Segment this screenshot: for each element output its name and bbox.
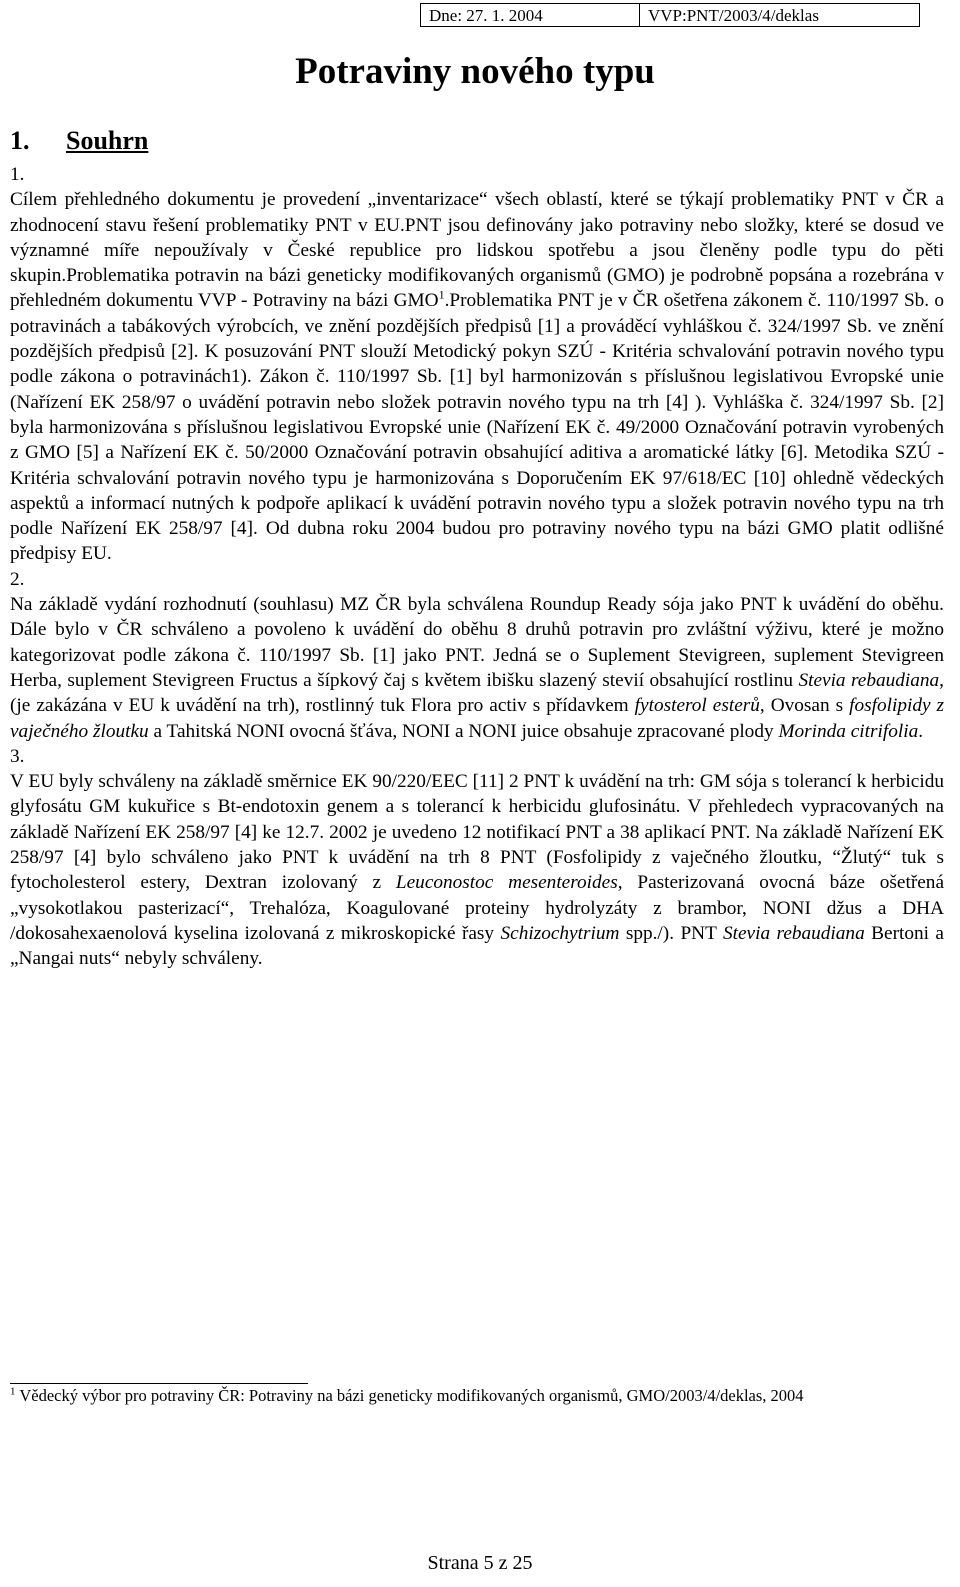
document-reference: VVP:PNT/2003/4/deklas <box>648 6 819 25</box>
footnote <box>10 1384 910 1408</box>
italic-text: fosfolipidy z vaječného žloutku <box>10 695 945 742</box>
paragraph-text: Bertoni a „Nangai nuts“ nebyly schváleny. <box>10 922 944 970</box>
footnote-text: Vědecký výbor pro potraviny ČR: Potraviny na bázi geneticky modifikovaných organismů, GMO/2003/4/deklas, 2004 <box>19 1386 804 1405</box>
paragraph-text: , Pasterizovaná ovocná báze ošetřená „vysokotlakou pasterizací“, Trehalóza, Koagulované proteiny hydrolyzáty z brambor, NONI džus a DHA /dokosahexaenolová kyselina izolovaná z mikroskopické řasy <box>10 872 945 944</box>
page-label: Strana <box>427 1552 479 1574</box>
point-number: 3. <box>10 745 25 767</box>
page-total: 25 <box>512 1552 533 1574</box>
paragraph-text: a Tahitská NONI ovocná šťáva, NONI a NONI juice obsahuje zpracované plody <box>148 720 779 742</box>
italic-text: Leuconostoc mesenteroides <box>395 872 618 894</box>
paragraph-text: . <box>918 720 924 742</box>
document-date: Dne: 27. 1. 2004 <box>421 4 640 26</box>
footnote-marker: 1 <box>10 1385 16 1398</box>
paragraph-text: Problematika PNT je v ČR ošetřena zákonem č. 110/1997 Sb. o potravinách a tabákových výrobcích, ve znění pozdějších předpisů [1] a prováděcí vyhláškou č. 324/1997 Sb. ve znění pozdějších předpisů [2]. K posuzování PNT slouží Metodický pokyn SZÚ - Kritéria schvalování potravin nového typu podle zákona o potravinách1). Zákon č. 110/1997 Sb. [1] byl harmonizován s příslušnou legislativou Evropské unie (Nařízení EK 258/97 o uvádění potravin nebo složek potravin nového typu na trh [4] ). Vyhláška č. 324/1997 Sb. [2] byla harmonizována s příslušnou legislativou Evropské unie (Nařízení EK č. 49/2000 Označování potravin vyrobených z GMO [5] a Nařízení EK č. 50/2000 Označování potravin obsahující aditiva a aromatické látky [6]. Metodika SZÚ - Kritéria schvalování potravin nového typu je harmonizována s Doporučením EK 97/618/EC [10] ohledně vědeckých aspektů a informací nutných k podpoře aplikací k uvádění potravin nového typu a složek potravin nového typu na trh podle Nařízení EK 258/97 [4]. Od dubna roku 2004 budou pro potraviny nového typu na bázi GMO platit odlišné předpisy EU. <box>10 290 944 565</box>
footnote-reference: 1 <box>438 288 445 303</box>
paragraph-text: , (je zakázána v EU k uvádění na trh), rostlinný tuk Flora pro activ s přídavkem <box>10 669 944 717</box>
page-separator: z <box>498 1552 508 1574</box>
paragraph-text: PNT jsou definovány jako potraviny nebo složky, které se dosud ve významné míře nepoužívaly v České republice pro lidskou spotřebu a jsou členěny podle typu do pěti skupin. <box>10 214 944 287</box>
paragraph-text: , Ovosan s <box>759 695 850 717</box>
point-paragraph <box>10 187 944 566</box>
italic-text: Morinda citrifolia <box>778 720 919 742</box>
paragraph-text: spp./). PNT <box>619 922 723 944</box>
document-header <box>420 3 920 27</box>
italic-text: Stevia rebaudiana <box>722 922 865 944</box>
point-number: 2. <box>10 568 25 590</box>
paragraph-text: Cílem přehledného dokumentu je provedení „inventarizace“ všech oblastí, které se týkají problematiky PNT v ČR a zhodnocení stavu řešení problematiky PNT v EU. <box>10 189 944 236</box>
point-paragraph <box>10 592 944 744</box>
italic-text: Stevia rebaudiana <box>798 669 940 691</box>
italic-text: Schizochytrium <box>500 922 620 944</box>
page-current: 5 <box>483 1552 494 1574</box>
point-number: 1. <box>10 164 25 185</box>
section-number: 1. <box>10 126 30 155</box>
paragraph-text: Problematika potravin na bázi geneticky modifikovaných organismů (GMO) je podrobně popsána a rozebrána v přehledném dokumentu VVP - Potraviny na bázi GMO <box>10 265 944 312</box>
paragraph-text: Na základě vydání rozhodnutí (souhlasu) MZ ČR byla schválena Roundup Ready sója jako PNT k uvádění do oběhu. Dále bylo v ČR schváleno a povoleno k uvádění do oběhu 8 druhů potravin pro zvláštní výživu, které je možno kategorizovat podle zákona č. 110/1997 Sb. [1] jako PNT. Jedná se o Suplement Stevigreen, suplement Stevigreen Herba, suplement Stevigreen Fructus a šípkový čaj s květem ibišku slazený stevií obsahující rostlinu <box>10 594 944 691</box>
paragraph-text: V EU byly schváleny na základě směrnice EK 90/220/EEC [11] 2 PNT k uvádění na trh: GM sója s tolerancí k herbicidu glyfosátu GM kukuřice s Bt-endotoxin genem a s tolerancí k herbicidu glufosinátu. V přehledech vypracovaných na základě Nařízení EK 258/97 [4] ke 12.7. 2002 je uvedeno 12 notifikací PNT a 38 aplikací PNT. Na základě Nařízení EK 258/97 [4] bylo schváleno jako PNT k uvádění na trh 8 PNT (Fosfolipidy z vaječného žloutku, “Žlutý“ tuk s fytocholesterol estery, Dextran izolovaný z <box>10 771 944 894</box>
italic-text: fytosterol esterů <box>634 695 760 717</box>
page-number <box>0 1552 960 1575</box>
paragraph-text: . <box>444 290 450 312</box>
section-heading <box>10 126 148 156</box>
section-title: Souhrn <box>66 126 149 155</box>
point-paragraph <box>10 769 944 971</box>
document-title: Potraviny nového typu <box>295 51 655 92</box>
summary-content <box>10 162 944 972</box>
